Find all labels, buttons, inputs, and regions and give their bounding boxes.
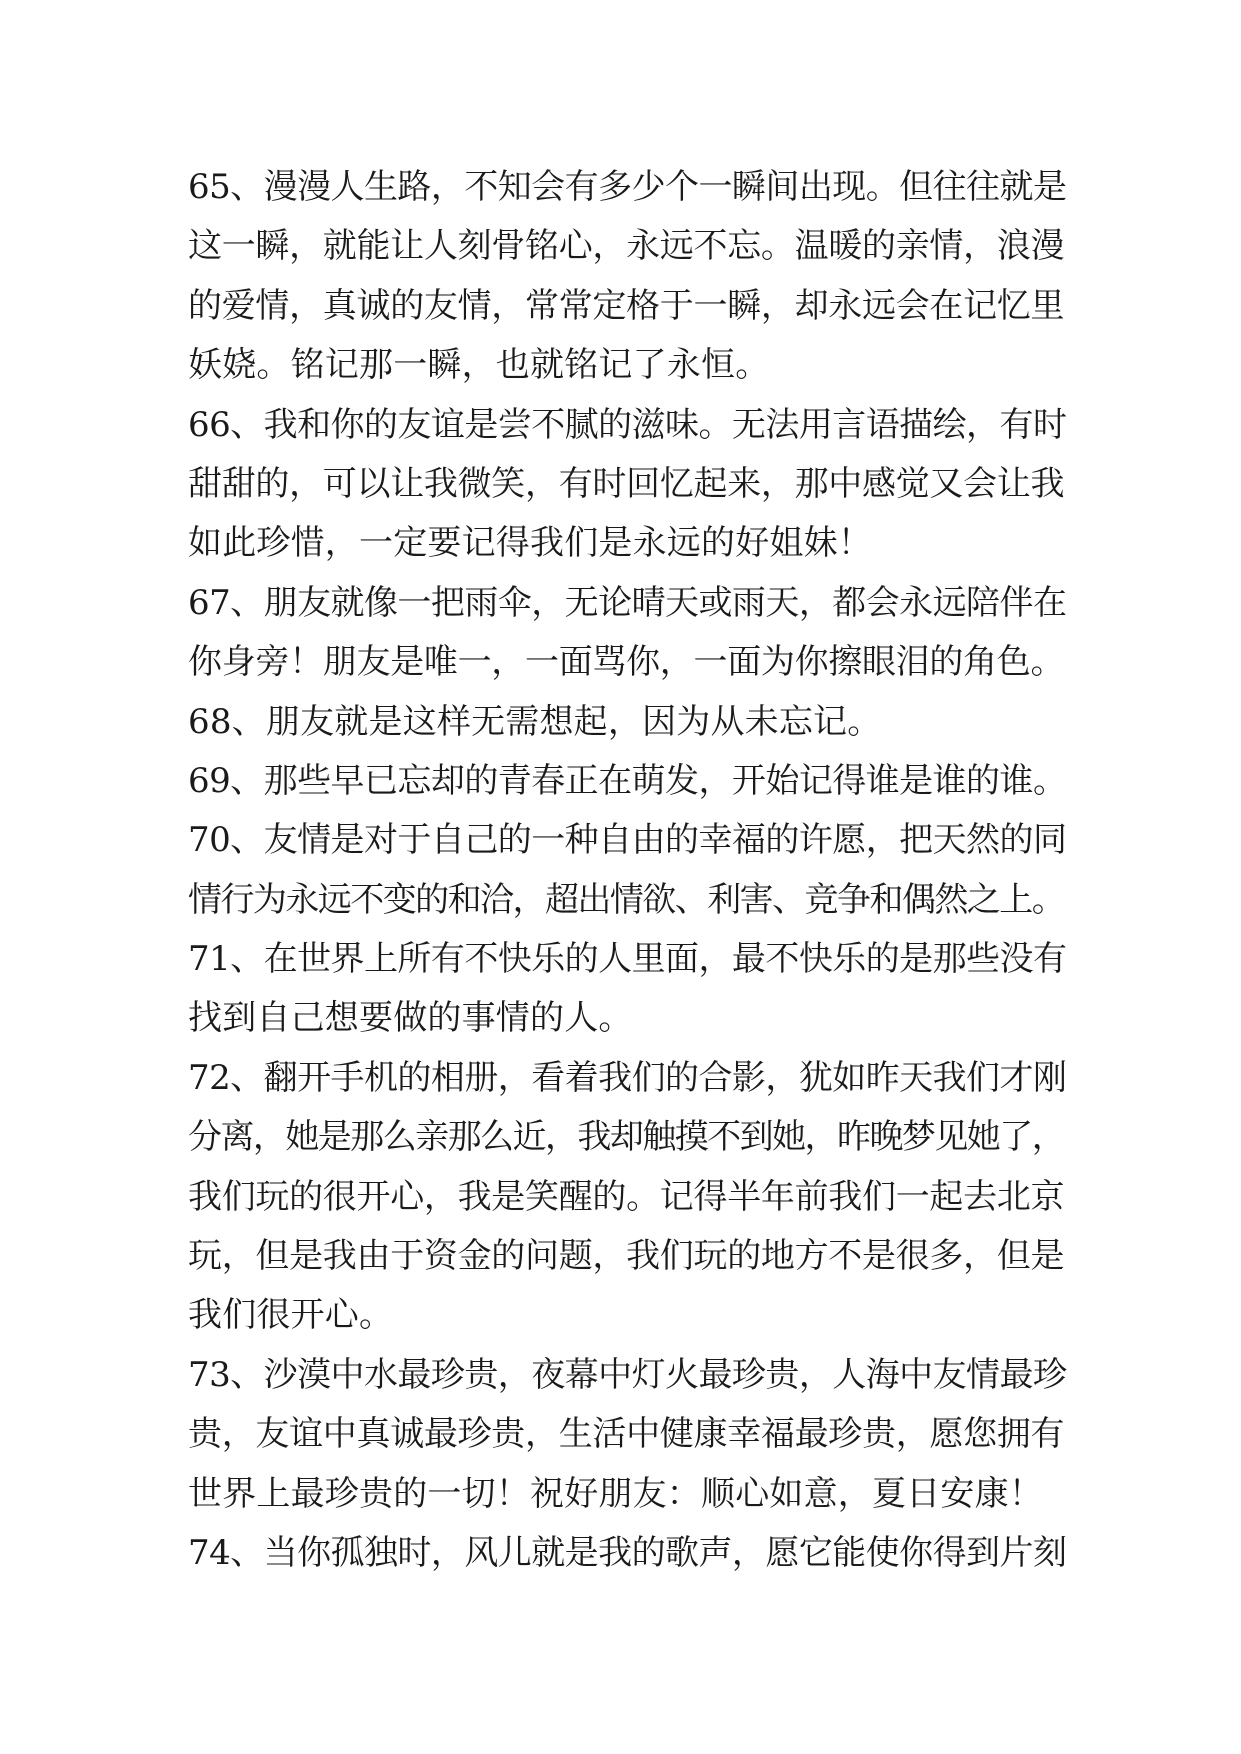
text-line: 的爱情，真诚的友情，常常定格于一瞬，却永远会在记忆里: [188, 285, 1065, 326]
text-line: 这一瞬，就能让人刻骨铭心，永远不忘。温暖的亲情，浪漫: [188, 226, 1065, 267]
text-line: 分离，她是那么亲那么近，我却触摸不到她，昨晚梦见她了，: [188, 1117, 1065, 1158]
text-line: 世界上最珍贵的一切！祝好朋友：顺心如意，夏日安康！: [188, 1473, 1043, 1514]
text-line: 我们玩的很开心，我是笑醒的。记得半年前我们一起去北京: [188, 1176, 1065, 1217]
text-line: 69、那些早已忘却的青春正在萌发，开始记得谁是谁的谁。: [188, 760, 1067, 801]
text-line: 我们很开心。: [188, 1295, 394, 1336]
text-line: 71、在世界上所有不快乐的人里面，最不快乐的是那些没有: [188, 939, 1067, 980]
text-line: 贵，友谊中真诚最珍贵，生活中健康幸福最珍贵，愿您拥有: [188, 1414, 1065, 1455]
text-line: 66、我和你的友谊是尝不腻的滋味。无法用言语描绘，有时: [188, 404, 1067, 445]
text-line: 如此珍惜，一定要记得我们是永远的好姐妹！: [188, 523, 872, 564]
document-body: [188, 158, 1068, 1583]
text-line: 玩，但是我由于资金的问题，我们玩的地方不是很多，但是: [188, 1236, 1065, 1277]
text-line: 70、友情是对于自己的一种自由的幸福的许愿，把天然的同: [188, 820, 1067, 861]
text-line: 情行为永远不变的和洽，超出情欲、利害、竞争和偶然之上。: [188, 879, 1065, 920]
text-line: 甜甜的，可以让我微笑，有时回忆起来，那中感觉又会让我: [188, 463, 1065, 504]
text-line: 72、翻开手机的相册，看着我们的合影，犹如昨天我们才刚: [188, 1057, 1067, 1098]
text-line: 68、朋友就是这样无需想起，因为从未忘记。: [188, 701, 882, 742]
text-line: 妖娆。铭记那一瞬，也就铭记了永恒。: [188, 345, 770, 386]
text-line: 74、当你孤独时，风儿就是我的歌声，愿它能使你得到片刻: [188, 1532, 1067, 1573]
text-line: 找到自己想要做的事情的人。: [188, 998, 633, 1039]
text-line: 67、朋友就像一把雨伞，无论晴天或雨天，都会永远陪伴在: [188, 582, 1067, 623]
text-line: 65、漫漫人生路，不知会有多少个一瞬间出现。但往往就是: [188, 167, 1067, 207]
text-line: 73、沙漠中水最珍贵，夜幕中灯火最珍贵，人海中友情最珍: [188, 1354, 1067, 1395]
text-line: 你身旁！朋友是唯一，一面骂你，一面为你擦眼泪的角色。: [188, 642, 1065, 683]
